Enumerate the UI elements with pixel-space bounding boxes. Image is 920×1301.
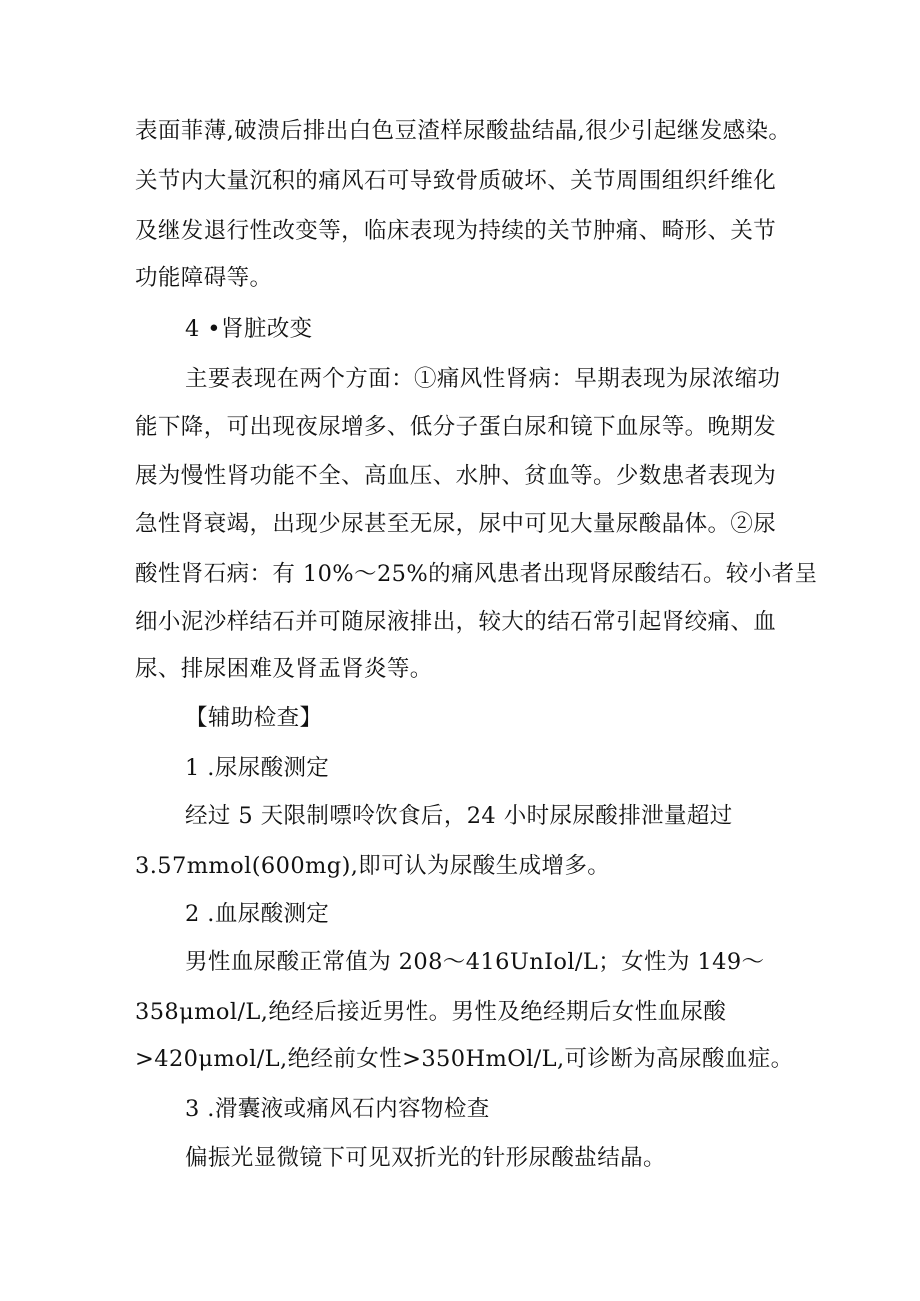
text-line: 358μmol/L,绝经后接近男性。男性及绝经期后女性血尿酸 — [135, 999, 727, 1025]
subsection-heading: 2 .血尿酸测定 — [185, 901, 330, 927]
text-line: 主要表现在两个方面：①痛风性肾病：早期表现为尿浓缩功 — [185, 366, 781, 392]
text-line: 偏振光显微镜下可见双折光的针形尿酸盐结晶。 — [185, 1145, 666, 1171]
text-line: 展为慢性肾功能不全、高血压、水肿、贫血等。少数患者表现为 — [135, 463, 777, 489]
text-line: 关节内大量沉积的痛风石可导致骨质破坏、关节周围组织纤维化 — [135, 168, 777, 194]
text-line: 急性肾衰竭，出现少尿甚至无尿，尿中可见大量尿酸晶体。②尿 — [135, 511, 777, 537]
text-line: 男性血尿酸正常值为 208～416UnIol/L；女性为 149～ — [185, 949, 765, 975]
text-line: 功能障碍等。 — [135, 265, 273, 291]
text-line: 细小泥沙样结石并可随尿液排出，较大的结石常引起肾绞痛、血 — [135, 609, 777, 635]
text-line: 及继发退行性改变等，临床表现为持续的关节肿痛、畸形、关节 — [135, 218, 777, 244]
text-line: 表面菲薄,破溃后排出白色豆渣样尿酸盐结晶,很少引起继发感染。 — [135, 118, 792, 144]
text-line: 尿、排尿困难及肾盂肾炎等。 — [135, 656, 433, 682]
text-line: 3.57mmol(600mg),即可认为尿酸生成增多。 — [135, 853, 611, 879]
text-line: 能下降，可出现夜尿增多、低分子蛋白尿和镜下血尿等。晚期发 — [135, 414, 777, 440]
text-line: >420μmol/L,绝经前女性>350HmOl/L,可诊断为高尿酸血症。 — [135, 1046, 794, 1072]
text-line: 经过 5 天限制嘌呤饮食后，24 小时尿尿酸排泄量超过 — [185, 803, 733, 829]
section-heading: 4 •肾脏改变 — [185, 316, 313, 342]
subsection-heading: 3 .滑囊液或痛风石内容物检查 — [185, 1096, 490, 1122]
section-heading: 【辅助检查】 — [185, 705, 323, 731]
subsection-heading: 1 .尿尿酸测定 — [185, 755, 330, 781]
text-line: 酸性肾石病：有 10%～25%的痛风患者出现肾尿酸结石。较小者呈 — [135, 561, 818, 587]
